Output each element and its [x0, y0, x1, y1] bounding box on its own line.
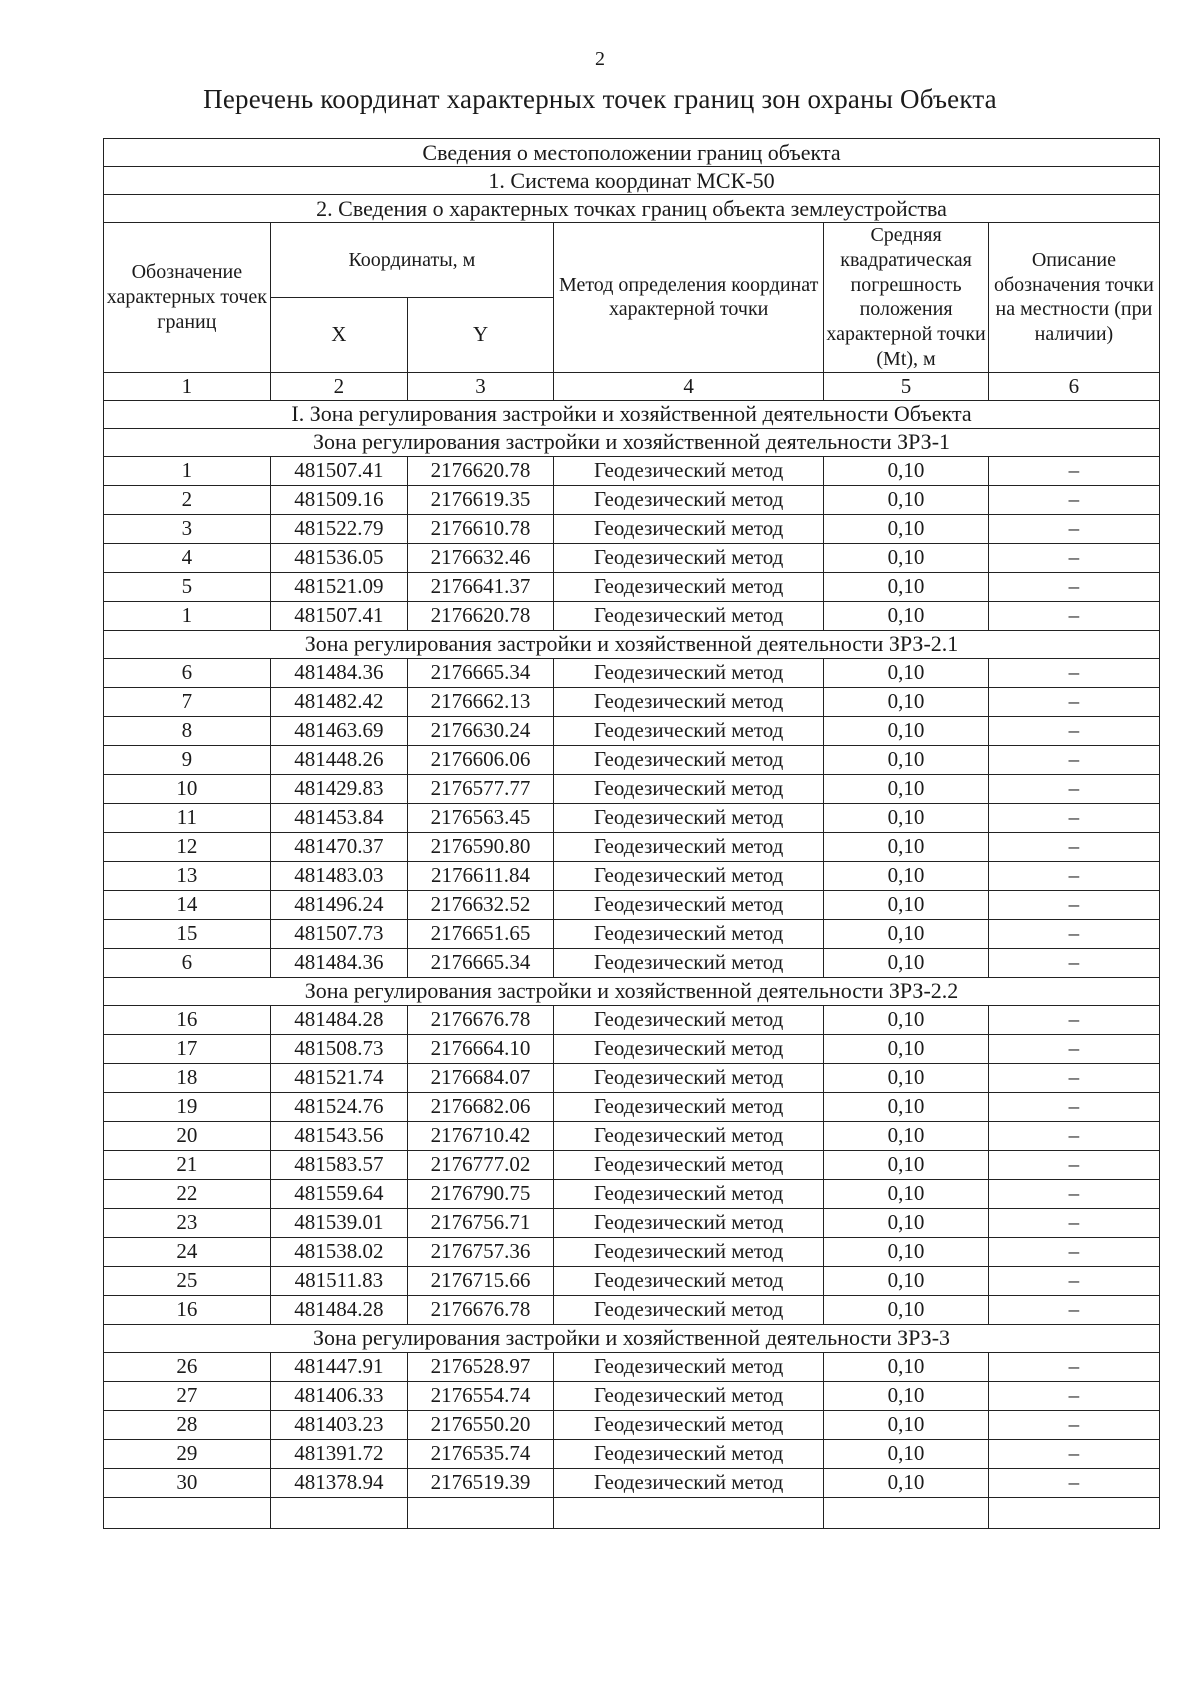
point-id: 8: [104, 716, 271, 745]
header-error: Средняя квадратическая погрешность положения характерной точки (Mt), м: [824, 223, 989, 373]
method: Геодезический метод: [554, 514, 824, 543]
point-id: 20: [104, 1121, 271, 1150]
error-value: 0,10: [824, 514, 989, 543]
description: –: [988, 1266, 1159, 1295]
description: –: [988, 1179, 1159, 1208]
description: –: [988, 745, 1159, 774]
table-row: [104, 658, 1160, 687]
blank-cell: [988, 1497, 1159, 1528]
method: Геодезический метод: [554, 485, 824, 514]
error-value: 0,10: [824, 1410, 989, 1439]
section-title-row: [104, 977, 1160, 1005]
method: Геодезический метод: [554, 1005, 824, 1034]
column-number: 1: [104, 372, 271, 400]
method: Геодезический метод: [554, 832, 824, 861]
description: –: [988, 890, 1159, 919]
x-coordinate: 481406.33: [270, 1381, 407, 1410]
x-coordinate: 481521.09: [270, 572, 407, 601]
y-coordinate: 2176619.35: [408, 485, 554, 514]
method: Геодезический метод: [554, 716, 824, 745]
error-value: 0,10: [824, 601, 989, 630]
point-id: 22: [104, 1179, 271, 1208]
y-coordinate: 2176676.78: [408, 1005, 554, 1034]
table-row: [104, 601, 1160, 630]
description: –: [988, 658, 1159, 687]
table-row: [104, 832, 1160, 861]
points-info-title: 2. Сведения о характерных точках границ объекта землеустройства: [104, 195, 1160, 223]
blank-cell: [270, 1497, 407, 1528]
point-id: 16: [104, 1295, 271, 1324]
method: Геодезический метод: [554, 803, 824, 832]
x-coordinate: 481539.01: [270, 1208, 407, 1237]
column-number: 6: [988, 372, 1159, 400]
method: Геодезический метод: [554, 861, 824, 890]
error-value: 0,10: [824, 1295, 989, 1324]
table-row: [104, 890, 1160, 919]
description: –: [988, 1150, 1159, 1179]
point-id: 9: [104, 745, 271, 774]
table-row: [104, 1179, 1160, 1208]
table-title-row: [104, 139, 1160, 167]
section-title: Зона регулирования застройки и хозяйственной деятельности ЗРЗ-2.1: [104, 630, 1160, 658]
point-id: 17: [104, 1034, 271, 1063]
y-coordinate: 2176710.42: [408, 1121, 554, 1150]
y-coordinate: 2176620.78: [408, 601, 554, 630]
table-row: [104, 861, 1160, 890]
description: –: [988, 1005, 1159, 1034]
y-coordinate: 2176756.71: [408, 1208, 554, 1237]
section-title-row: [104, 428, 1160, 456]
y-coordinate: 2176790.75: [408, 1179, 554, 1208]
error-value: 0,10: [824, 1150, 989, 1179]
table-row: [104, 456, 1160, 485]
point-id: 27: [104, 1381, 271, 1410]
method: Геодезический метод: [554, 1266, 824, 1295]
x-coordinate: 481484.36: [270, 658, 407, 687]
method: Геодезический метод: [554, 1237, 824, 1266]
points-info-row: [104, 195, 1160, 223]
header-coords: Координаты, м: [270, 223, 553, 298]
y-coordinate: 2176662.13: [408, 687, 554, 716]
table-row: [104, 514, 1160, 543]
table-row: [104, 919, 1160, 948]
table-row: [104, 1034, 1160, 1063]
point-id: 13: [104, 861, 271, 890]
section-title: Зона регулирования застройки и хозяйственной деятельности ЗРЗ-1: [104, 428, 1160, 456]
y-coordinate: 2176611.84: [408, 861, 554, 890]
x-coordinate: 481484.28: [270, 1295, 407, 1324]
y-coordinate: 2176550.20: [408, 1410, 554, 1439]
method: Геодезический метод: [554, 1150, 824, 1179]
x-coordinate: 481496.24: [270, 890, 407, 919]
table-row: [104, 1005, 1160, 1034]
method: Геодезический метод: [554, 1381, 824, 1410]
y-coordinate: 2176630.24: [408, 716, 554, 745]
y-coordinate: 2176519.39: [408, 1468, 554, 1497]
table-row: [104, 1237, 1160, 1266]
table-row: [104, 1381, 1160, 1410]
x-coordinate: 481509.16: [270, 485, 407, 514]
error-value: 0,10: [824, 456, 989, 485]
description: –: [988, 1121, 1159, 1150]
point-id: 5: [104, 572, 271, 601]
error-value: 0,10: [824, 861, 989, 890]
y-coordinate: 2176684.07: [408, 1063, 554, 1092]
error-value: 0,10: [824, 543, 989, 572]
table-row: [104, 716, 1160, 745]
header-x: X: [270, 297, 407, 372]
x-coordinate: 481559.64: [270, 1179, 407, 1208]
header-row: [104, 223, 1160, 298]
y-coordinate: 2176590.80: [408, 832, 554, 861]
x-coordinate: 481524.76: [270, 1092, 407, 1121]
table-row: [104, 1266, 1160, 1295]
y-coordinate: 2176606.06: [408, 745, 554, 774]
y-coordinate: 2176665.34: [408, 948, 554, 977]
error-value: 0,10: [824, 687, 989, 716]
x-coordinate: 481511.83: [270, 1266, 407, 1295]
error-value: 0,10: [824, 658, 989, 687]
method: Геодезический метод: [554, 1468, 824, 1497]
table-row: [104, 1410, 1160, 1439]
y-coordinate: 2176528.97: [408, 1352, 554, 1381]
description: –: [988, 1295, 1159, 1324]
y-coordinate: 2176676.78: [408, 1295, 554, 1324]
error-value: 0,10: [824, 1208, 989, 1237]
description: –: [988, 803, 1159, 832]
description: –: [988, 1352, 1159, 1381]
point-id: 26: [104, 1352, 271, 1381]
zone-title: I. Зона регулирования застройки и хозяйственной деятельности Объекта: [104, 400, 1160, 428]
table-row: [104, 1208, 1160, 1237]
x-coordinate: 481507.41: [270, 601, 407, 630]
x-coordinate: 481483.03: [270, 861, 407, 890]
point-id: 21: [104, 1150, 271, 1179]
point-id: 15: [104, 919, 271, 948]
x-coordinate: 481448.26: [270, 745, 407, 774]
x-coordinate: 481543.56: [270, 1121, 407, 1150]
header-point: Обозначение характерных точек границ: [104, 223, 271, 373]
y-coordinate: 2176651.65: [408, 919, 554, 948]
y-coordinate: 2176665.34: [408, 658, 554, 687]
x-coordinate: 481403.23: [270, 1410, 407, 1439]
y-coordinate: 2176577.77: [408, 774, 554, 803]
point-id: 25: [104, 1266, 271, 1295]
description: –: [988, 456, 1159, 485]
method: Геодезический метод: [554, 456, 824, 485]
table-row: [104, 1092, 1160, 1121]
method: Геодезический метод: [554, 1121, 824, 1150]
description: –: [988, 1439, 1159, 1468]
error-value: 0,10: [824, 572, 989, 601]
method: Геодезический метод: [554, 1034, 824, 1063]
section-title-row: [104, 1324, 1160, 1352]
y-coordinate: 2176563.45: [408, 803, 554, 832]
error-value: 0,10: [824, 485, 989, 514]
point-id: 1: [104, 601, 271, 630]
point-id: 14: [104, 890, 271, 919]
point-id: 2: [104, 485, 271, 514]
x-coordinate: 481463.69: [270, 716, 407, 745]
description: –: [988, 1468, 1159, 1497]
y-coordinate: 2176554.74: [408, 1381, 554, 1410]
error-value: 0,10: [824, 1439, 989, 1468]
method: Геодезический метод: [554, 687, 824, 716]
blank-row: [104, 1497, 1160, 1528]
error-value: 0,10: [824, 832, 989, 861]
method: Геодезический метод: [554, 1179, 824, 1208]
error-value: 0,10: [824, 948, 989, 977]
table-row: [104, 1352, 1160, 1381]
table-row: [104, 572, 1160, 601]
table-row: [104, 948, 1160, 977]
column-number: 5: [824, 372, 989, 400]
error-value: 0,10: [824, 803, 989, 832]
x-coordinate: 481484.36: [270, 948, 407, 977]
method: Геодезический метод: [554, 1295, 824, 1324]
point-id: 16: [104, 1005, 271, 1034]
description: –: [988, 832, 1159, 861]
table-row: [104, 485, 1160, 514]
method: Геодезический метод: [554, 1208, 824, 1237]
x-coordinate: 481453.84: [270, 803, 407, 832]
point-id: 18: [104, 1063, 271, 1092]
y-coordinate: 2176664.10: [408, 1034, 554, 1063]
table-row: [104, 1439, 1160, 1468]
coordinate-system-row: [104, 167, 1160, 195]
method: Геодезический метод: [554, 1352, 824, 1381]
x-coordinate: 481508.73: [270, 1034, 407, 1063]
error-value: 0,10: [824, 1237, 989, 1266]
x-coordinate: 481447.91: [270, 1352, 407, 1381]
y-coordinate: 2176632.52: [408, 890, 554, 919]
point-id: 1: [104, 456, 271, 485]
table-row: [104, 1150, 1160, 1179]
method: Геодезический метод: [554, 1439, 824, 1468]
error-value: 0,10: [824, 745, 989, 774]
description: –: [988, 861, 1159, 890]
method: Геодезический метод: [554, 1410, 824, 1439]
description: –: [988, 1063, 1159, 1092]
point-id: 12: [104, 832, 271, 861]
description: –: [988, 1381, 1159, 1410]
method: Геодезический метод: [554, 1063, 824, 1092]
point-id: 6: [104, 948, 271, 977]
x-coordinate: 481378.94: [270, 1468, 407, 1497]
point-id: 28: [104, 1410, 271, 1439]
x-coordinate: 481583.57: [270, 1150, 407, 1179]
description: –: [988, 1208, 1159, 1237]
table-row: [104, 1121, 1160, 1150]
error-value: 0,10: [824, 919, 989, 948]
method: Геодезический метод: [554, 658, 824, 687]
table-row: [104, 1295, 1160, 1324]
error-value: 0,10: [824, 1063, 989, 1092]
method: Геодезический метод: [554, 745, 824, 774]
description: –: [988, 919, 1159, 948]
x-coordinate: 481429.83: [270, 774, 407, 803]
header-method: Метод определения координат характерной точки: [554, 223, 824, 373]
method: Геодезический метод: [554, 572, 824, 601]
error-value: 0,10: [824, 1092, 989, 1121]
table-row: [104, 1468, 1160, 1497]
description: –: [988, 543, 1159, 572]
x-coordinate: 481507.73: [270, 919, 407, 948]
error-value: 0,10: [824, 1179, 989, 1208]
x-coordinate: 481484.28: [270, 1005, 407, 1034]
point-id: 6: [104, 658, 271, 687]
method: Геодезический метод: [554, 774, 824, 803]
method: Геодезический метод: [554, 543, 824, 572]
y-coordinate: 2176682.06: [408, 1092, 554, 1121]
blank-cell: [408, 1497, 554, 1528]
header-description: Описание обозначения точки на местности (при наличии): [988, 223, 1159, 373]
description: –: [988, 716, 1159, 745]
error-value: 0,10: [824, 1034, 989, 1063]
description: –: [988, 948, 1159, 977]
x-coordinate: 481391.72: [270, 1439, 407, 1468]
point-id: 29: [104, 1439, 271, 1468]
description: –: [988, 572, 1159, 601]
x-coordinate: 481482.42: [270, 687, 407, 716]
coordinate-system-title: 1. Система координат МСК-50: [104, 167, 1160, 195]
description: –: [988, 1034, 1159, 1063]
table-title: Сведения о местоположении границ объекта: [104, 139, 1160, 167]
x-coordinate: 481522.79: [270, 514, 407, 543]
y-coordinate: 2176715.66: [408, 1266, 554, 1295]
x-coordinate: 481521.74: [270, 1063, 407, 1092]
error-value: 0,10: [824, 1468, 989, 1497]
y-coordinate: 2176620.78: [408, 456, 554, 485]
description: –: [988, 774, 1159, 803]
page-number: 2: [595, 48, 605, 70]
description: –: [988, 1092, 1159, 1121]
description: –: [988, 514, 1159, 543]
blank-cell: [824, 1497, 989, 1528]
y-coordinate: 2176535.74: [408, 1439, 554, 1468]
error-value: 0,10: [824, 1352, 989, 1381]
section-title: Зона регулирования застройки и хозяйственной деятельности ЗРЗ-2.2: [104, 977, 1160, 1005]
y-coordinate: 2176632.46: [408, 543, 554, 572]
error-value: 0,10: [824, 716, 989, 745]
point-id: 11: [104, 803, 271, 832]
point-id: 3: [104, 514, 271, 543]
point-id: 7: [104, 687, 271, 716]
header-y: Y: [408, 297, 554, 372]
y-coordinate: 2176777.02: [408, 1150, 554, 1179]
table-row: [104, 687, 1160, 716]
y-coordinate: 2176757.36: [408, 1237, 554, 1266]
description: –: [988, 485, 1159, 514]
description: –: [988, 1237, 1159, 1266]
error-value: 0,10: [824, 1121, 989, 1150]
table-row: [104, 774, 1160, 803]
x-coordinate: 481538.02: [270, 1237, 407, 1266]
table-row: [104, 803, 1160, 832]
column-number: 2: [270, 372, 407, 400]
description: –: [988, 687, 1159, 716]
point-id: 10: [104, 774, 271, 803]
column-number: 4: [554, 372, 824, 400]
blank-cell: [104, 1497, 271, 1528]
method: Геодезический метод: [554, 948, 824, 977]
x-coordinate: 481470.37: [270, 832, 407, 861]
error-value: 0,10: [824, 1266, 989, 1295]
error-value: 0,10: [824, 890, 989, 919]
point-id: 19: [104, 1092, 271, 1121]
error-value: 0,10: [824, 1005, 989, 1034]
description: –: [988, 601, 1159, 630]
error-value: 0,10: [824, 1381, 989, 1410]
method: Геодезический метод: [554, 1092, 824, 1121]
coordinates-table: [103, 138, 1160, 1529]
method: Геодезический метод: [554, 601, 824, 630]
error-value: 0,10: [824, 774, 989, 803]
section-title: Зона регулирования застройки и хозяйственной деятельности ЗРЗ-3: [104, 1324, 1160, 1352]
section-title-row: [104, 630, 1160, 658]
y-coordinate: 2176641.37: [408, 572, 554, 601]
zone-title-row: [104, 400, 1160, 428]
point-id: 4: [104, 543, 271, 572]
document-title: Перечень координат характерных точек границ зон охраны Объекта: [203, 84, 997, 114]
table-row: [104, 745, 1160, 774]
x-coordinate: 481536.05: [270, 543, 407, 572]
x-coordinate: 481507.41: [270, 456, 407, 485]
description: –: [988, 1410, 1159, 1439]
point-id: 23: [104, 1208, 271, 1237]
column-number-row: [104, 372, 1160, 400]
blank-cell: [554, 1497, 824, 1528]
point-id: 24: [104, 1237, 271, 1266]
method: Геодезический метод: [554, 890, 824, 919]
point-id: 30: [104, 1468, 271, 1497]
table-row: [104, 543, 1160, 572]
column-number: 3: [408, 372, 554, 400]
method: Геодезический метод: [554, 919, 824, 948]
y-coordinate: 2176610.78: [408, 514, 554, 543]
table-row: [104, 1063, 1160, 1092]
